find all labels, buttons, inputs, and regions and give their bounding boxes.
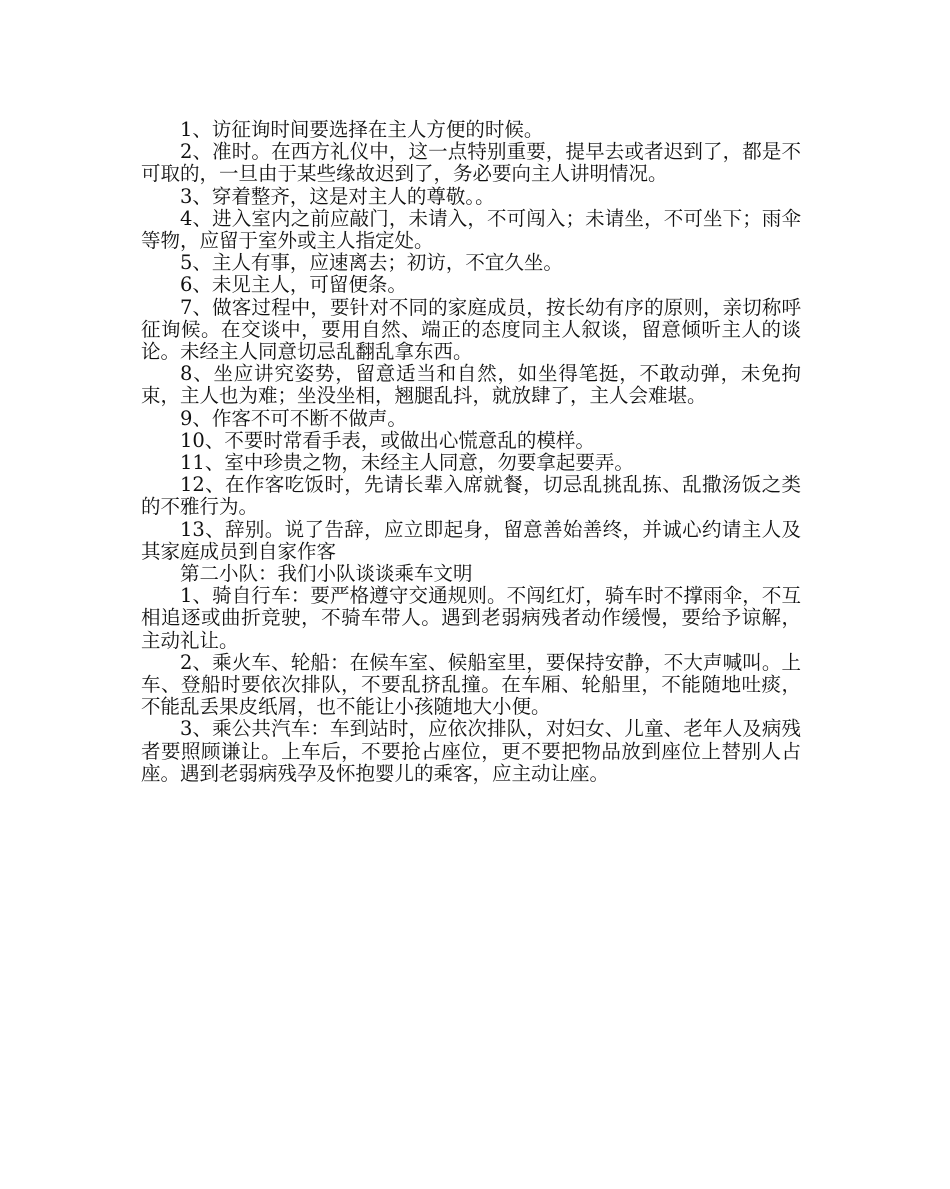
paragraph-ride-3: 3、乘公共汽车：车到站时，应依次排队，对妇女、儿童、老年人及病残者要照顾谦让。上车后，不要抢占座位，更不要把物品放到座位上替别人占座。遇到老弱病残孕及怀抱婴儿的乘客，应主动让座。	[141, 717, 801, 785]
paragraph-visit-9: 9、作客不可不断不做声。	[180, 406, 407, 430]
paragraph-visit-11: 11、室中珍贵之物，未经主人同意，勿要拿起要弄。	[180, 451, 634, 475]
paragraph-visit-3: 3、穿着整齐，这是对主人的尊敬。。	[180, 184, 495, 208]
paragraph-visit-1: 1、访征询时间要选择在主人方便的时候。	[180, 118, 544, 141]
paragraph-visit-5: 5、主人有事，应速离去；初访，不宜久坐。	[180, 251, 563, 275]
paragraph-visit-7: 7、做客过程中，要针对不同的家庭成员，按长幼有序的原则，亲切称呼征询候。在交谈中，要用自然、端正的态度同主人叙谈，留意倾听主人的谈论。未经主人同意切忌乱翻乱拿东西。	[141, 295, 801, 364]
paragraph-visit-13: 13、辞别。说了告辞，应立即起身，留意善始善终，并诚心约请主人及其家庭成员到自家作客	[141, 517, 801, 563]
section-heading-second-team: 第二小队：我们小队谈谈乘车文明	[180, 562, 473, 586]
paragraph-ride-1: 1、骑自行车：要严格遵守交通规则。不闯红灯，骑车时不撑雨伞，不互相追逐或曲折竞驶，不骑车带人。遇到老弱病残者动作缓慢，要给予谅解，主动礼让。	[141, 584, 801, 652]
paragraph-visit-4: 4、进入室内之前应敲门，未请入，不可闯入；未请坐，不可坐下；雨伞等物，应留于室外或主人指定处。	[141, 206, 801, 253]
paragraph-visit-2: 2、准时。在西方礼仪中，这一点特别重要，提早去或者迟到了，都是不可取的，一旦由于某些缘故迟到了，务必要向主人讲明情况。	[141, 140, 801, 186]
paragraph-visit-12: 12、在作客吃饭时，先请长辈入席就餐，切忌乱挑乱拣、乱撒汤饭之类的不雅行为。	[141, 473, 801, 519]
paragraph-ride-2: 2、乘火车、轮船：在候车室、候船室里，要保持安静，不大声喊叫。上车、登船时要依次排队，不要乱挤乱撞。在车厢、轮船里，不能随地吐痰，不能乱丢果皮纸屑，也不能让小孩随地大小便。	[141, 650, 801, 719]
document-body	[141, 119, 801, 785]
paragraph-visit-10: 10、不要时常看手表，或做出心慌意乱的模样。	[180, 428, 595, 452]
paragraph-visit-6: 6、未见主人，可留便条。	[180, 273, 407, 297]
paragraph-visit-8: 8、坐应讲究姿势，留意适当和自然，如坐得笔挺，不敢动弹，未免拘束，主人也为难；坐没坐相，翘腿乱抖，就放肆了，主人会难堪。	[141, 362, 801, 408]
